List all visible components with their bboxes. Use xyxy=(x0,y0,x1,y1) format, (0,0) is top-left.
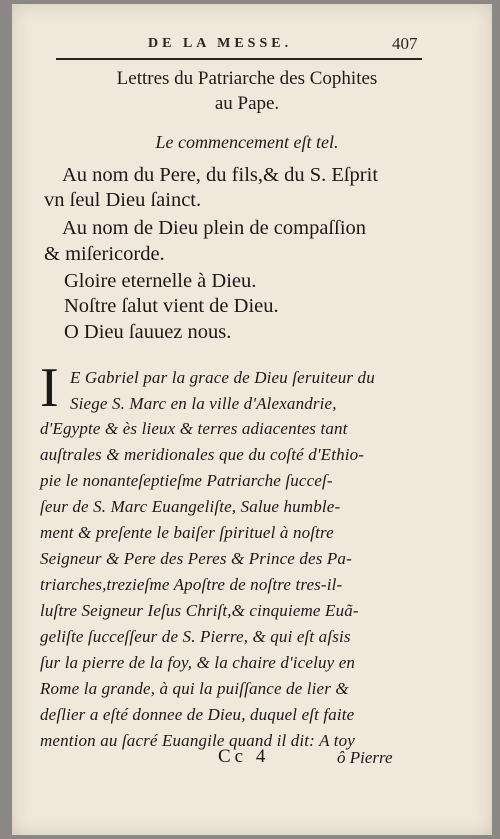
letter-line: ſeur de S. Marc Euangeliſte, Salue humble- xyxy=(40,497,341,516)
book-page xyxy=(12,4,492,835)
invocation-line: Au nom du Pere, du fils,& du S. Eſprit xyxy=(62,164,379,186)
letter-line: d'Egypte & ès lieux & terres adiacentes tant xyxy=(40,419,348,438)
letter-line: deſlier a eſté donnee de Dieu, duquel eſt faite xyxy=(40,705,355,724)
letter-line: triarches,trezieſme Apoſtre de noſtre tres-il- xyxy=(40,575,343,594)
letter-line: ment & preſente le baiſer ſpirituel à noſtre xyxy=(40,523,334,542)
signature-mark: Cc 4 xyxy=(218,746,270,767)
letter-line: geliſte ſucceſſeur de S. Pierre, & qui eſt aſsis xyxy=(40,627,351,646)
section-title-line-1: Lettres du Patriarche des Cophites xyxy=(116,68,378,89)
letter-line: Siege S. Marc en la ville d'Alexandrie, xyxy=(70,394,337,413)
letter-line: E Gabriel par la grace de Dieu ſeruiteur du xyxy=(70,368,375,387)
page-footer xyxy=(12,746,492,776)
letter-line: mention au ſacré Euangile quand il dit: A toy xyxy=(40,731,355,750)
letter-line: ſur la pierre de la foy, & la chaire d'iceluy en xyxy=(40,653,356,672)
page-header xyxy=(12,30,492,54)
invocation-line: Noſtre ſalut vient de Dieu. xyxy=(64,295,279,317)
drop-cap: I xyxy=(40,357,59,419)
letter-line: pie le nonanteſeptieſme Patriarche ſucceſ- xyxy=(40,471,333,490)
header-rule xyxy=(56,58,422,60)
section-title-line-2: au Pape. xyxy=(214,93,280,114)
invocation-line: & miſericorde. xyxy=(44,243,165,265)
letter-line: Rome la grande, à qui la puiſſance de lier & xyxy=(40,679,349,698)
letter-line: Seigneur & Pere des Peres & Prince des Pa- xyxy=(40,549,352,568)
invocation-line: O Dieu ſauuez nous. xyxy=(64,321,232,343)
section-subtitle: Le commencement eſt tel. xyxy=(155,132,339,152)
catchword: ô Pierre xyxy=(337,748,393,767)
invocation-line: Au nom de Dieu plein de compaſſion xyxy=(62,217,367,239)
invocation-line: Gloire eternelle à Dieu. xyxy=(64,270,257,292)
letter-line: auſtrales & meridionales que du coſté d'Ethio- xyxy=(40,445,365,464)
page-number: 407 xyxy=(392,34,418,53)
letter-line: luſtre Seigneur Ieſus Chriſt,& cinquieme Euã- xyxy=(40,601,359,620)
invocation-line: vn ſeul Dieu ſainct. xyxy=(44,189,202,211)
running-title: DE LA MESSE. xyxy=(148,36,293,51)
